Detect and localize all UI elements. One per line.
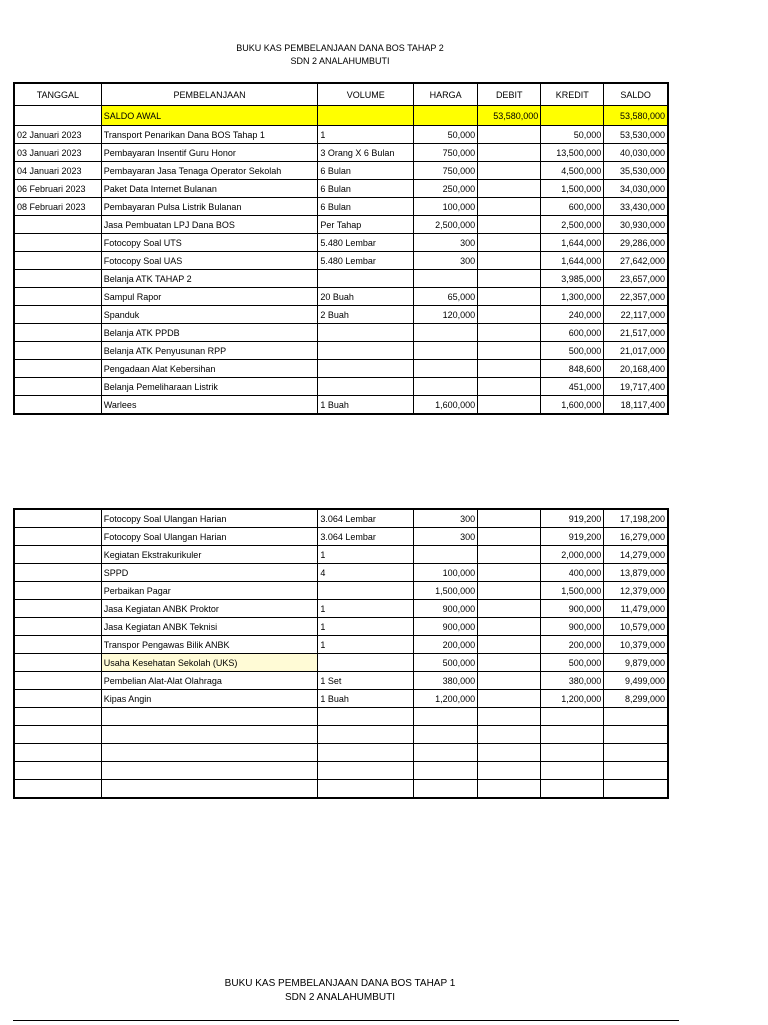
- cell-volume: [318, 762, 414, 780]
- cell-tanggal: [14, 636, 101, 654]
- cell-volume: 4: [318, 564, 414, 582]
- cell-debit: [478, 618, 541, 636]
- table-row: [14, 780, 668, 799]
- cell-volume: 3.064 Lembar: [318, 528, 414, 546]
- ledger-table-continued: [13, 508, 669, 799]
- cell-volume: [318, 360, 414, 378]
- cell-saldo: 23,657,000: [604, 270, 668, 288]
- cell-harga: [414, 762, 478, 780]
- cell-saldo: 8,299,000: [604, 690, 668, 708]
- cell-volume: [318, 708, 414, 726]
- cell-saldo: 10,579,000: [604, 618, 668, 636]
- cell-debit: [478, 234, 541, 252]
- cell-kredit: 4,500,000: [541, 162, 604, 180]
- cell-kredit: 1,500,000: [541, 582, 604, 600]
- table-row: [14, 162, 668, 180]
- cell-saldo: [604, 726, 668, 744]
- cell-saldo: 33,430,000: [604, 198, 668, 216]
- cell-harga: 2,500,000: [414, 216, 478, 234]
- cell-volume: 6 Bulan: [318, 180, 414, 198]
- cell-saldo: 10,379,000: [604, 636, 668, 654]
- cell-debit: [478, 690, 541, 708]
- cell-saldo: 27,642,000: [604, 252, 668, 270]
- cell-tanggal: 02 Januari 2023: [14, 126, 101, 144]
- cell-saldo: 16,279,000: [604, 528, 668, 546]
- cell-kredit: 1,644,000: [541, 234, 604, 252]
- cell-pembelanjaan: Transport Penarikan Dana BOS Tahap 1: [101, 126, 318, 144]
- cell-volume: [318, 378, 414, 396]
- cell-pembelanjaan: Fotocopy Soal Ulangan Harian: [101, 528, 318, 546]
- cell-debit: [478, 762, 541, 780]
- cell-tanggal: [14, 288, 101, 306]
- cell-tanggal: [14, 252, 101, 270]
- cell-harga: [414, 360, 478, 378]
- cell-debit: [478, 744, 541, 762]
- cell-kredit: 2,500,000: [541, 216, 604, 234]
- cell-debit: [478, 126, 541, 144]
- cell-kredit: 1,300,000: [541, 288, 604, 306]
- cell-tanggal: [14, 270, 101, 288]
- cell-volume: 1: [318, 618, 414, 636]
- cell-volume: 20 Buah: [318, 288, 414, 306]
- cell-volume: [318, 270, 414, 288]
- cell-pembelanjaan: Paket Data Internet Bulanan: [101, 180, 318, 198]
- cell-tanggal: [14, 600, 101, 618]
- cell-kredit: 451,000: [541, 378, 604, 396]
- cell-debit: [478, 306, 541, 324]
- cell-kredit: 200,000: [541, 636, 604, 654]
- cell-pembelanjaan: Transpor Pengawas Bilik ANBK: [101, 636, 318, 654]
- col-header-pembelanjaan: PEMBELANJAAN: [101, 83, 318, 106]
- col-header-debit: DEBIT: [478, 83, 541, 106]
- cell-pembelanjaan: Pembayaran Jasa Tenaga Operator Sekolah: [101, 162, 318, 180]
- cell-debit: [478, 636, 541, 654]
- cell-debit: [478, 360, 541, 378]
- col-header-tanggal: TANGGAL: [14, 83, 101, 106]
- cell-kredit: [541, 762, 604, 780]
- cell-tanggal: 08 Februari 2023: [14, 198, 101, 216]
- cell-pembelanjaan: Pembayaran Insentif Guru Honor: [101, 144, 318, 162]
- cell-kredit: 1,200,000: [541, 690, 604, 708]
- cell-saldo: [604, 762, 668, 780]
- cell-kredit: 1,600,000: [541, 396, 604, 415]
- cell-pembelanjaan: Perbaikan Pagar: [101, 582, 318, 600]
- cell-kredit: 13,500,000: [541, 144, 604, 162]
- ledger2-subtitle: SDN 2 ANALAHUMBUTI: [284, 992, 396, 1003]
- cell-kredit: 919,200: [541, 509, 604, 528]
- opening-balance-row: [14, 106, 668, 126]
- table-row: [14, 600, 668, 618]
- cell-pembelanjaan: Warlees: [101, 396, 318, 415]
- cell-harga: [414, 546, 478, 564]
- cell-saldo: 21,017,000: [604, 342, 668, 360]
- cell-tanggal: [14, 672, 101, 690]
- cell-volume: 1 Set: [318, 672, 414, 690]
- table-row: [14, 378, 668, 396]
- cell-tanggal: [14, 564, 101, 582]
- cell-kredit: 848,600: [541, 360, 604, 378]
- cell-kredit: 50,000: [541, 126, 604, 144]
- table-row: [14, 744, 668, 762]
- cell-tanggal: [14, 618, 101, 636]
- table-row: [14, 672, 668, 690]
- cell-saldo: 22,117,000: [604, 306, 668, 324]
- cell-debit: [478, 546, 541, 564]
- cell-pembelanjaan: Fotocopy Soal UAS: [101, 252, 318, 270]
- cell-saldo: 40,030,000: [604, 144, 668, 162]
- table-row: [14, 546, 668, 564]
- cell-harga: [414, 378, 478, 396]
- cell-kredit: [541, 744, 604, 762]
- cell-harga: 300: [414, 528, 478, 546]
- cell-pembelanjaan: Kipas Angin: [101, 690, 318, 708]
- cell-tanggal: [14, 690, 101, 708]
- cell-kredit: [541, 726, 604, 744]
- cell-harga: 65,000: [414, 288, 478, 306]
- cell-tanggal: 03 Januari 2023: [14, 144, 101, 162]
- cell-pembelanjaan: [101, 744, 318, 762]
- col-header-volume: VOLUME: [318, 83, 414, 106]
- cell-debit: [478, 252, 541, 270]
- cell-pembelanjaan: Belanja ATK Penyusunan RPP: [101, 342, 318, 360]
- table-row: [14, 234, 668, 252]
- cell-pembelanjaan: Kegiatan Ekstrakurikuler: [101, 546, 318, 564]
- cell-pembelanjaan: Spanduk: [101, 306, 318, 324]
- cell-pembelanjaan: Belanja ATK TAHAP 2: [101, 270, 318, 288]
- table-row: [14, 252, 668, 270]
- cell-harga: 100,000: [414, 564, 478, 582]
- cell-tanggal: [14, 396, 101, 415]
- cell-tanggal: [14, 306, 101, 324]
- cell-harga: 200,000: [414, 636, 478, 654]
- cell-harga: 1,200,000: [414, 690, 478, 708]
- cell-tanggal: [14, 216, 101, 234]
- cell-pembelanjaan: Sampul Rapor: [101, 288, 318, 306]
- cell-saldo: 9,499,000: [604, 672, 668, 690]
- cell-harga: 750,000: [414, 162, 478, 180]
- ledger2-table-top-edge: [13, 1020, 679, 1025]
- cell-saldo: 29,286,000: [604, 234, 668, 252]
- cell-kredit: 2,000,000: [541, 546, 604, 564]
- cell-volume: [318, 324, 414, 342]
- cell-harga: [414, 324, 478, 342]
- cell-pembelanjaan: Fotocopy Soal UTS: [101, 234, 318, 252]
- cell-volume: [318, 744, 414, 762]
- opening-balance-label: SALDO AWAL: [101, 106, 318, 126]
- cell-harga: 1,600,000: [414, 396, 478, 415]
- cell-kredit: 919,200: [541, 528, 604, 546]
- cell-pembelanjaan: Pengadaan Alat Kebersihan: [101, 360, 318, 378]
- table-row: [14, 636, 668, 654]
- cell-pembelanjaan: [101, 726, 318, 744]
- cell-harga: 1,500,000: [414, 582, 478, 600]
- table-row: [14, 360, 668, 378]
- cell-debit: [478, 180, 541, 198]
- cell-harga: [414, 726, 478, 744]
- cell-kredit: 900,000: [541, 600, 604, 618]
- cell-harga: 120,000: [414, 306, 478, 324]
- cell-volume: 1: [318, 546, 414, 564]
- cell-volume: Per Tahap: [318, 216, 414, 234]
- table-row: [14, 306, 668, 324]
- cell-saldo: 18,117,400: [604, 396, 668, 415]
- cell-tanggal: [14, 708, 101, 726]
- cell-kredit: 380,000: [541, 672, 604, 690]
- cell-debit: [478, 216, 541, 234]
- cell-pembelanjaan: Belanja ATK PPDB: [101, 324, 318, 342]
- table-row: [14, 654, 668, 672]
- cell-tanggal: [14, 324, 101, 342]
- cell-tanggal: 06 Februari 2023: [14, 180, 101, 198]
- cell-saldo: 13,879,000: [604, 564, 668, 582]
- table-row: [14, 144, 668, 162]
- cell-pembelanjaan: [101, 708, 318, 726]
- cell-harga: [414, 270, 478, 288]
- cell-saldo: 30,930,000: [604, 216, 668, 234]
- cell-kredit: 900,000: [541, 618, 604, 636]
- table-row: [14, 180, 668, 198]
- cell-saldo: 21,517,000: [604, 324, 668, 342]
- cell-volume: 1: [318, 636, 414, 654]
- cell-volume: [318, 342, 414, 360]
- table-row: [14, 762, 668, 780]
- col-header-saldo: SALDO: [604, 83, 668, 106]
- cell-kredit: 600,000: [541, 324, 604, 342]
- cell-tanggal: [14, 582, 101, 600]
- table-row: [14, 396, 668, 415]
- cell-debit: [478, 288, 541, 306]
- cell-harga: 300: [414, 252, 478, 270]
- cell-saldo: 19,717,400: [604, 378, 668, 396]
- cell-tanggal: [14, 726, 101, 744]
- cell-pembelanjaan: SPPD: [101, 564, 318, 582]
- cell-harga: 100,000: [414, 198, 478, 216]
- cell-pembelanjaan: Belanja Pemeliharaan Listrik: [101, 378, 318, 396]
- cell-tanggal: 04 Januari 2023: [14, 162, 101, 180]
- table-row: [14, 618, 668, 636]
- cell-kredit: 1,644,000: [541, 252, 604, 270]
- cell-volume: [318, 582, 414, 600]
- cell-harga: [414, 780, 478, 799]
- opening-balance-saldo: 53,580,000: [604, 106, 668, 126]
- cell-harga: 750,000: [414, 144, 478, 162]
- cell-kredit: 3,985,000: [541, 270, 604, 288]
- cell-volume: 5.480 Lembar: [318, 252, 414, 270]
- cell-debit: [478, 144, 541, 162]
- cell-debit: [478, 324, 541, 342]
- table-row: [14, 126, 668, 144]
- cell-kredit: [541, 780, 604, 799]
- cell-saldo: [604, 780, 668, 799]
- cell-volume: 1: [318, 126, 414, 144]
- cell-tanggal: [14, 762, 101, 780]
- cell-tanggal: [14, 744, 101, 762]
- cell-debit: [478, 378, 541, 396]
- cell-debit: [478, 198, 541, 216]
- cell-pembelanjaan: Pembelian Alat-Alat Olahraga: [101, 672, 318, 690]
- cell-debit: [478, 564, 541, 582]
- cell-saldo: 53,530,000: [604, 126, 668, 144]
- cell-debit: [478, 708, 541, 726]
- cell-volume: 3.064 Lembar: [318, 509, 414, 528]
- table-row: [14, 708, 668, 726]
- cell-kredit: 240,000: [541, 306, 604, 324]
- cell-debit: [478, 672, 541, 690]
- cell-saldo: 20,168,400: [604, 360, 668, 378]
- cell-pembelanjaan: Pembayaran Pulsa Listrik Bulanan: [101, 198, 318, 216]
- table-row: [14, 564, 668, 582]
- cell-pembelanjaan: Jasa Kegiatan ANBK Proktor: [101, 600, 318, 618]
- cell-saldo: 22,357,000: [604, 288, 668, 306]
- table-header-row: [14, 83, 668, 106]
- cell-harga: 300: [414, 509, 478, 528]
- cell-pembelanjaan: [101, 780, 318, 799]
- cell-kredit: 500,000: [541, 342, 604, 360]
- cell-tanggal: [14, 509, 101, 528]
- cell-harga: [414, 342, 478, 360]
- cell-volume: 1: [318, 600, 414, 618]
- cell-pembelanjaan: Jasa Pembuatan LPJ Dana BOS: [101, 216, 318, 234]
- cell-pembelanjaan: Fotocopy Soal Ulangan Harian: [101, 509, 318, 528]
- cell-pembelanjaan: Jasa Kegiatan ANBK Teknisi: [101, 618, 318, 636]
- cell-debit: [478, 342, 541, 360]
- cell-volume: [318, 654, 414, 672]
- col-header-harga: HARGA: [414, 83, 478, 106]
- ledger-title: BUKU KAS PEMBELANJAAN DANA BOS TAHAP 2: [236, 43, 444, 53]
- table-row: [14, 270, 668, 288]
- cell-saldo: 14,279,000: [604, 546, 668, 564]
- cell-debit: [478, 270, 541, 288]
- cell-harga: 380,000: [414, 672, 478, 690]
- cell-pembelanjaan: [101, 762, 318, 780]
- cell-tanggal: [14, 546, 101, 564]
- cell-saldo: [604, 708, 668, 726]
- col-header-kredit: KREDIT: [541, 83, 604, 106]
- table-row: [14, 726, 668, 744]
- cell-tanggal: [14, 234, 101, 252]
- table-row: [14, 342, 668, 360]
- cell-volume: [318, 726, 414, 744]
- cell-kredit: 400,000: [541, 564, 604, 582]
- cell-debit: [478, 509, 541, 528]
- cell-kredit: 500,000: [541, 654, 604, 672]
- cell-debit: [478, 780, 541, 799]
- table-row: [14, 324, 668, 342]
- cell-volume: 1 Buah: [318, 396, 414, 415]
- cell-tanggal: [14, 360, 101, 378]
- cell-kredit: [541, 708, 604, 726]
- cell-tanggal: [14, 378, 101, 396]
- cell-debit: [478, 600, 541, 618]
- ledger-title-block: [0, 42, 680, 68]
- cell-saldo: 35,530,000: [604, 162, 668, 180]
- ledger2-title: BUKU KAS PEMBELANJAAN DANA BOS TAHAP 1: [224, 978, 456, 989]
- table-row: [14, 288, 668, 306]
- cell-debit: [478, 726, 541, 744]
- cell-kredit: 1,500,000: [541, 180, 604, 198]
- cell-tanggal: [14, 780, 101, 799]
- table-row: [14, 198, 668, 216]
- cell-volume: 3 Orang X 6 Bulan: [318, 144, 414, 162]
- cell-harga: 900,000: [414, 618, 478, 636]
- cell-volume: 6 Bulan: [318, 198, 414, 216]
- cell-harga: 300: [414, 234, 478, 252]
- cell-debit: [478, 582, 541, 600]
- ledger2-title-block: [0, 977, 680, 1005]
- cell-pembelanjaan: Usaha Kesehatan Sekolah (UKS): [101, 654, 318, 672]
- table-row: [14, 216, 668, 234]
- cell-volume: 1 Buah: [318, 690, 414, 708]
- cell-harga: 500,000: [414, 654, 478, 672]
- cell-harga: 900,000: [414, 600, 478, 618]
- cell-harga: [414, 744, 478, 762]
- cell-volume: 6 Bulan: [318, 162, 414, 180]
- cell-saldo: 11,479,000: [604, 600, 668, 618]
- cell-debit: [478, 162, 541, 180]
- ledger-subtitle: SDN 2 ANALAHUMBUTI: [290, 56, 390, 66]
- opening-balance-debit: 53,580,000: [478, 106, 541, 126]
- cell-saldo: [604, 744, 668, 762]
- cell-volume: 2 Buah: [318, 306, 414, 324]
- cell-harga: 250,000: [414, 180, 478, 198]
- cell-tanggal: [14, 342, 101, 360]
- cell-tanggal: [14, 654, 101, 672]
- table-row: [14, 690, 668, 708]
- table-row: [14, 509, 668, 528]
- table-row: [14, 582, 668, 600]
- cell-volume: [318, 780, 414, 799]
- cell-debit: [478, 654, 541, 672]
- cell-saldo: 9,879,000: [604, 654, 668, 672]
- cell-debit: [478, 396, 541, 415]
- cell-harga: 50,000: [414, 126, 478, 144]
- cell-volume: 5.480 Lembar: [318, 234, 414, 252]
- table-row: [14, 528, 668, 546]
- cell-saldo: 12,379,000: [604, 582, 668, 600]
- cell-debit: [478, 528, 541, 546]
- cell-saldo: 17,198,200: [604, 509, 668, 528]
- cell-tanggal: [14, 528, 101, 546]
- cell-harga: [414, 708, 478, 726]
- ledger-table-main: [13, 82, 669, 415]
- cell-saldo: 34,030,000: [604, 180, 668, 198]
- cell-kredit: 600,000: [541, 198, 604, 216]
